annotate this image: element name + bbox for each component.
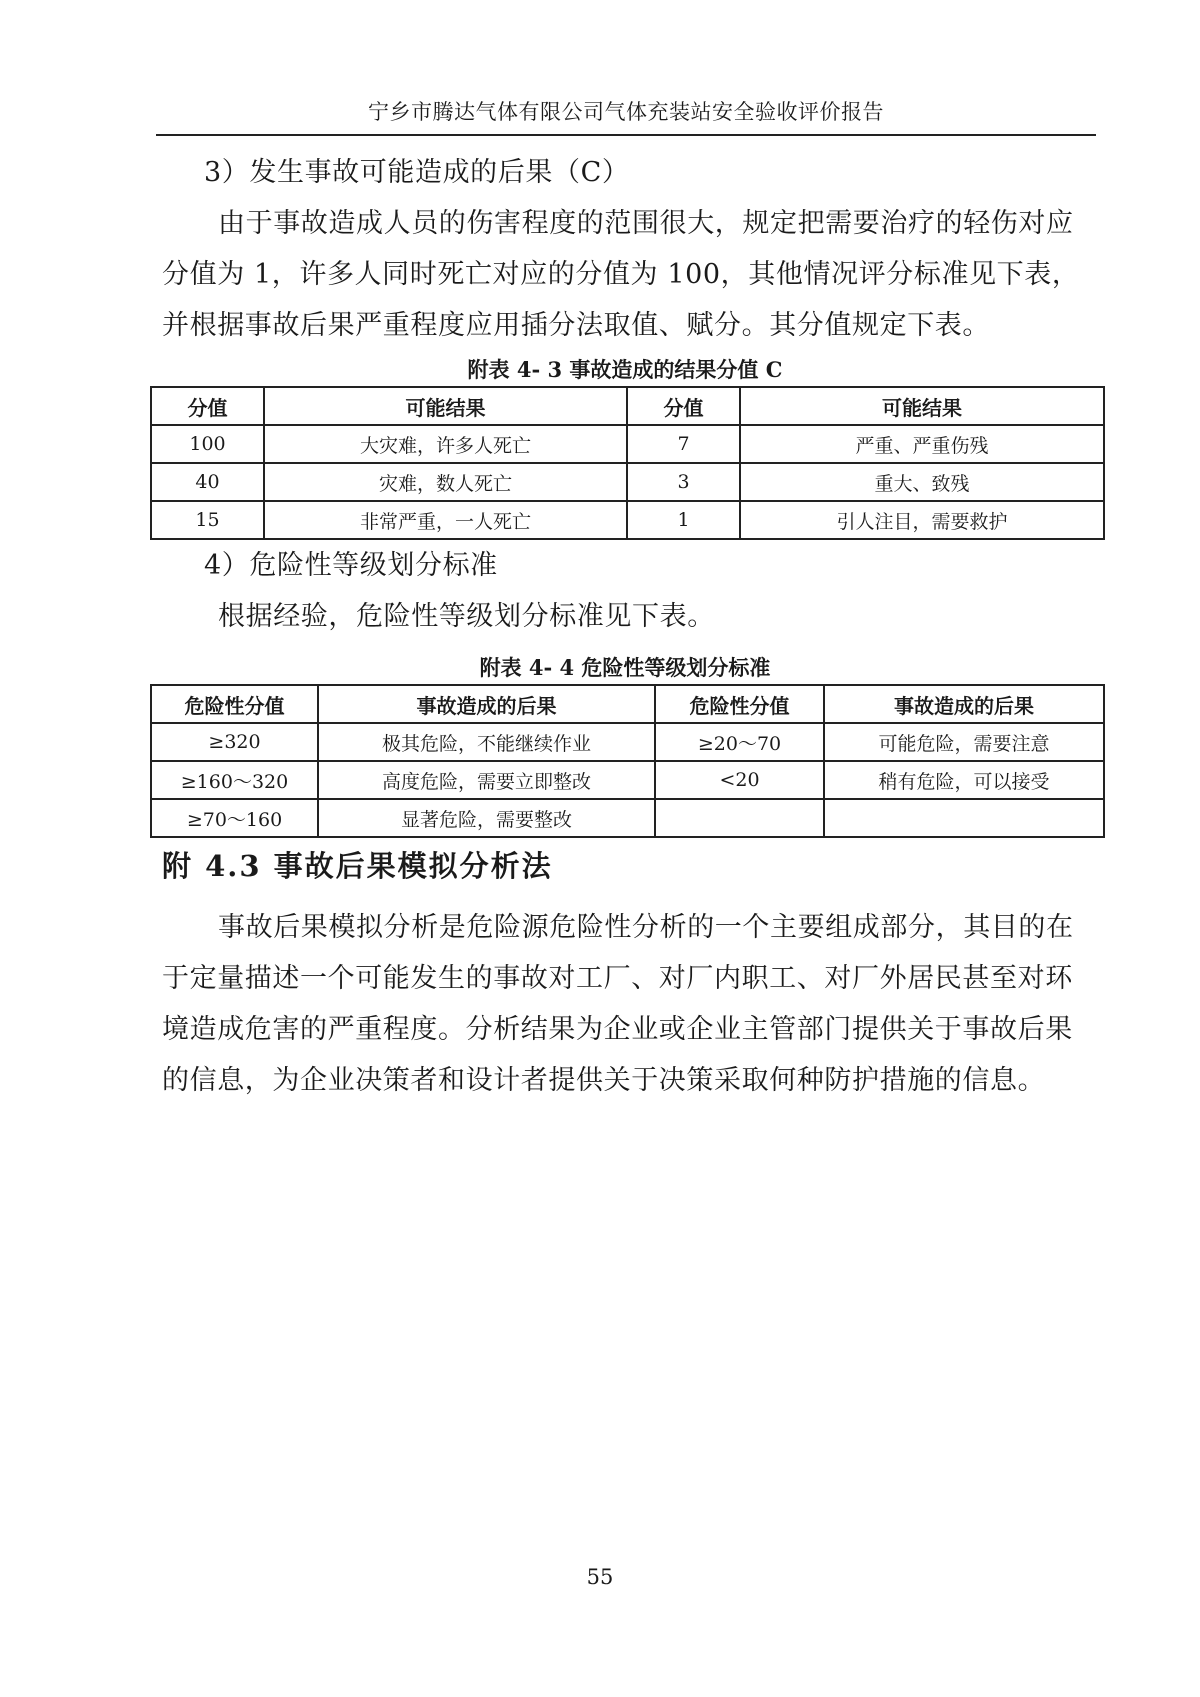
- paragraph-line: 境造成危害的严重程度。分析结果为企业或企业主管部门提供关于事故后果: [162, 1014, 1073, 1045]
- table-cell: 40: [151, 463, 264, 501]
- table-4-3: [150, 386, 1105, 540]
- table-row: [151, 463, 1104, 501]
- paragraph-line: 根据经验，危险性等级划分标准见下表。: [218, 601, 715, 632]
- table-cell: [655, 799, 824, 837]
- table-cell: ≥320: [151, 723, 318, 761]
- table-row: [151, 501, 1104, 539]
- page-number: 55: [586, 1565, 614, 1589]
- header-cell: 分值: [151, 387, 264, 425]
- table-header-row: [151, 387, 1104, 425]
- section-3-block: [162, 147, 1092, 351]
- header-rule: [156, 134, 1096, 136]
- table-cell: ≥20～70: [655, 723, 824, 761]
- header-cell: 可能结果: [264, 387, 627, 425]
- section-4-3-body: [162, 902, 1092, 1106]
- table-row: [151, 425, 1104, 463]
- table-cell: 可能危险，需要注意: [824, 723, 1104, 761]
- table-row: [151, 799, 1104, 837]
- running-header: 宁乡市腾达气体有限公司气体充装站安全验收评价报告: [368, 100, 884, 124]
- table-cell: 严重、严重伤残: [740, 425, 1104, 463]
- paragraph-line: 由于事故造成人员的伤害程度的范围很大，规定把需要治疗的轻伤对应: [218, 208, 1074, 239]
- table-cell: 15: [151, 501, 264, 539]
- header-cell: 危险性分值: [655, 685, 824, 723]
- section-4-block: [162, 540, 1092, 642]
- table-cell: 高度危险，需要立即整改: [318, 761, 655, 799]
- table-row: [151, 761, 1104, 799]
- paragraph-line: 的信息，为企业决策者和设计者提供关于决策采取何种防护措施的信息。: [162, 1065, 1046, 1096]
- header-cell: 事故造成的后果: [824, 685, 1104, 723]
- table-cell: 100: [151, 425, 264, 463]
- paragraph-line: 事故后果模拟分析是危险源危险性分析的一个主要组成部分，其目的在: [218, 912, 1074, 943]
- table-4-4: [150, 684, 1105, 838]
- table-cell: 7: [627, 425, 740, 463]
- table-cell: 重大、致残: [740, 463, 1104, 501]
- table-cell: <20: [655, 761, 824, 799]
- section-4-3-title: 附 4.3 事故后果模拟分析法: [162, 849, 553, 883]
- table-cell: 非常严重，一人死亡: [264, 501, 627, 539]
- table-header-row: [151, 685, 1104, 723]
- paragraph-line: 于定量描述一个可能发生的事故对工厂、对厂内职工、对厂外居民甚至对环: [162, 963, 1073, 994]
- table-cell: 显著危险，需要整改: [318, 799, 655, 837]
- table-cell: 1: [627, 501, 740, 539]
- paragraph-line: 并根据事故后果严重程度应用插分法取值、赋分。其分值规定下表。: [162, 310, 990, 341]
- table-cell: 极其危险，不能继续作业: [318, 723, 655, 761]
- table-cell: 灾难，数人死亡: [264, 463, 627, 501]
- header-cell: 事故造成的后果: [318, 685, 655, 723]
- table-cell: 引人注目，需要救护: [740, 501, 1104, 539]
- table-cell: ≥160～320: [151, 761, 318, 799]
- header-cell: 危险性分值: [151, 685, 318, 723]
- header-cell: 可能结果: [740, 387, 1104, 425]
- header-cell: 分值: [627, 387, 740, 425]
- table-cell: [824, 799, 1104, 837]
- table-row: [151, 723, 1104, 761]
- table-cell: 大灾难，许多人死亡: [264, 425, 627, 463]
- paragraph-line: 分值为 1，许多人同时死亡对应的分值为 100，其他情况评分标准见下表，: [162, 259, 1080, 290]
- table-cell: 稍有危险，可以接受: [824, 761, 1104, 799]
- section-4-heading: 4）危险性等级划分标准: [204, 550, 498, 581]
- table-4-3-caption: 附表 4- 3 事故造成的结果分值 C: [467, 357, 783, 382]
- section-3-heading: 3）发生事故可能造成的后果（C）: [204, 157, 630, 188]
- table-cell: 3: [627, 463, 740, 501]
- table-4-4-caption: 附表 4- 4 危险性等级划分标准: [479, 655, 771, 680]
- table-cell: ≥70～160: [151, 799, 318, 837]
